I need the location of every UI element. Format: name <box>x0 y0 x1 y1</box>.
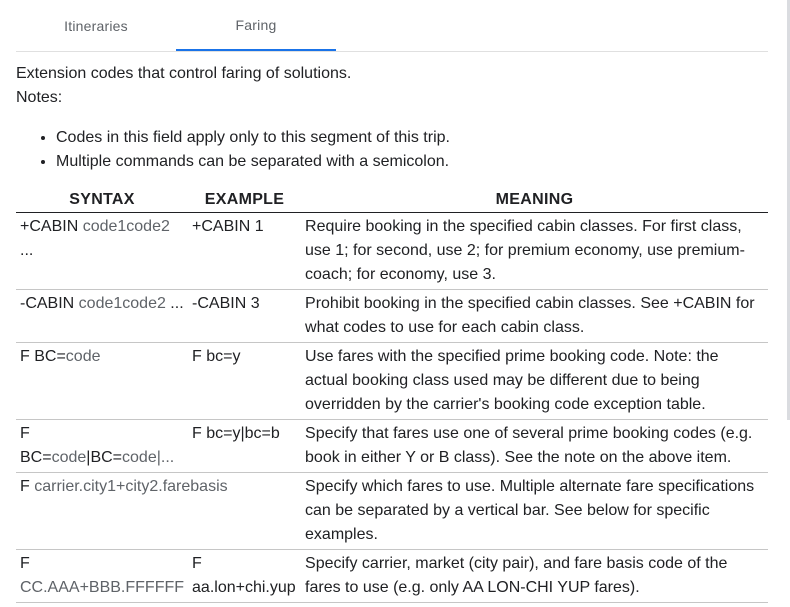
example-cell: F aa.lon+chi.yup <box>188 550 301 603</box>
example-cell: +CABIN 1 <box>188 213 301 290</box>
tab-faring[interactable]: Faring <box>176 0 336 51</box>
syntax-placeholder: code1code2 <box>82 218 170 235</box>
meaning-cell: Prohibit booking in the specified cabin classes. See +CABIN for what codes to use for each cabin class. <box>301 290 768 343</box>
example-cell: -CABIN 3 <box>188 290 301 343</box>
extension-codes-table <box>16 188 768 603</box>
note-item: • Multiple commands can be separated with a semicolon. <box>56 150 450 174</box>
table-row <box>16 473 768 550</box>
syntax-placeholder: code <box>65 348 101 365</box>
tab-itineraries[interactable]: Itineraries <box>64 17 128 34</box>
syntax-placeholder: code1code2 <box>78 295 166 312</box>
syntax-keyword: |BC= <box>86 449 123 466</box>
example-cell: F bc=y|bc=b <box>188 420 301 473</box>
syntax-cell <box>16 550 188 603</box>
tab-bar <box>16 0 768 52</box>
table-row <box>16 550 768 603</box>
table-row <box>16 290 768 343</box>
description <box>16 62 351 110</box>
syntax-cell <box>16 213 188 290</box>
table-row <box>16 213 768 290</box>
syntax-cell <box>16 290 188 343</box>
syntax-keyword: F BC= <box>20 348 66 365</box>
syntax-keyword: ... <box>165 295 184 312</box>
description-text: Extension codes that control faring of solutions. <box>16 65 352 82</box>
meaning-cell: Use fares with the specified prime booking code. Note: the actual booking class used may be different due to being overridden by the carrier's booking code exception table. <box>301 343 768 420</box>
syntax-placeholder: code <box>122 449 157 466</box>
syntax-placeholder: CC.AAA+BBB.FFFFFF <box>20 579 185 596</box>
header-example: EXAMPLE <box>188 188 301 213</box>
note-item: • Codes in this field apply only to this segment of this trip. <box>56 126 450 150</box>
table-row <box>16 343 768 420</box>
syntax-ellipsis: |... <box>156 449 175 466</box>
notes-heading: Notes: <box>16 89 63 106</box>
header-meaning: MEANING <box>301 188 768 213</box>
syntax-placeholder: carrier.city1+city2.farebasis <box>34 478 228 495</box>
syntax-keyword: ... <box>20 242 34 259</box>
example-cell: F bc=y <box>188 343 301 420</box>
syntax-cell <box>16 473 301 550</box>
syntax-keyword: F <box>20 478 35 495</box>
syntax-keyword: F <box>20 555 30 572</box>
syntax-keyword: +CABIN <box>20 218 83 235</box>
meaning-cell: Specify that fares use one of several prime booking codes (e.g. book in either Y or B class). See the note on the above item. <box>301 420 768 473</box>
table-header-row <box>16 188 768 213</box>
table-row <box>16 420 768 473</box>
syntax-cell <box>16 343 188 420</box>
syntax-keyword: F BC= <box>20 425 52 466</box>
notes-list <box>16 126 450 174</box>
meaning-cell: Require booking in the specified cabin classes. For first class, use 1; for second, use 2; for premium economy, use premium-coach; for economy, use 3. <box>301 213 768 290</box>
meaning-cell: Specify carrier, market (city pair), and fare basis code of the fares to use (e.g. only AA LON-CHI YUP fares). <box>301 550 768 603</box>
header-syntax: SYNTAX <box>16 188 188 213</box>
meaning-cell: Specify which fares to use. Multiple alternate fare specifications can be separated by a vertical bar. See below for specific examples. <box>301 473 768 550</box>
syntax-keyword: -CABIN <box>20 295 79 312</box>
syntax-cell <box>16 420 188 473</box>
syntax-placeholder: code <box>51 449 87 466</box>
